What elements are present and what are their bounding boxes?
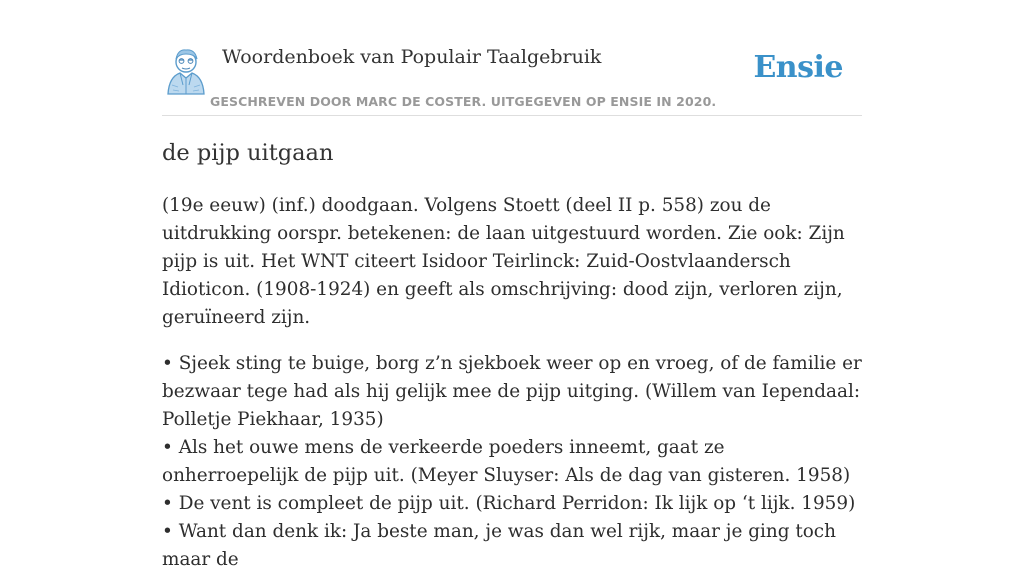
quote-item: • Als het ouwe mens de verkeerde poeders inneemt, gaat ze onherroepelijk de pijp uit. (Meyer Sluyser: Als de dag van gisteren. 1958) <box>162 437 851 486</box>
dictionary-title[interactable]: Woordenboek van Populair Taalgebruik <box>222 46 602 68</box>
ensie-logo[interactable]: Ensie <box>753 50 843 85</box>
quote-item: • Want dan denk ik: Ja beste man, je was dan wel rijk, maar je ging toch maar de <box>162 521 836 570</box>
author-portrait-icon[interactable] <box>164 45 208 95</box>
author-byline: GESCHREVEN DOOR MARC DE COSTER. UITGEGEVEN OP ENSIE IN 2020. <box>210 94 717 109</box>
quote-item: • Sjeek sting te buige, borg z’n sjekboek weer op en vroeg, of de familie er bezwaar tege had als hij gelijk mee de pijp uitging. (Willem van Iependaal: Polletje Piekhaar, 1935) <box>162 353 862 430</box>
quote-item: • De vent is compleet de pijp uit. (Richard Perridon: Ik lijk op ‘t lijk. 1959) <box>162 493 856 514</box>
entry-content <box>162 192 862 574</box>
quote-list <box>162 350 862 574</box>
dictionary-header <box>162 0 862 116</box>
entry-term: de pijp uitgaan <box>162 140 334 166</box>
entry-definition: (19e eeuw) (inf.) doodgaan. Volgens Stoett (deel II p. 558) zou de uitdrukking oorspr. betekenen: de laan uitgestuurd worden. Zie ook: Zijn pijp is uit. Het WNT citeert Isidoor Teirlinck: Zuid-Oostvlaandersch Idioticon. (1908-1924) en geeft als omschrijving: dood zijn, verloren zijn, geruïneerd zijn. <box>162 195 845 328</box>
entry-page <box>162 0 862 570</box>
